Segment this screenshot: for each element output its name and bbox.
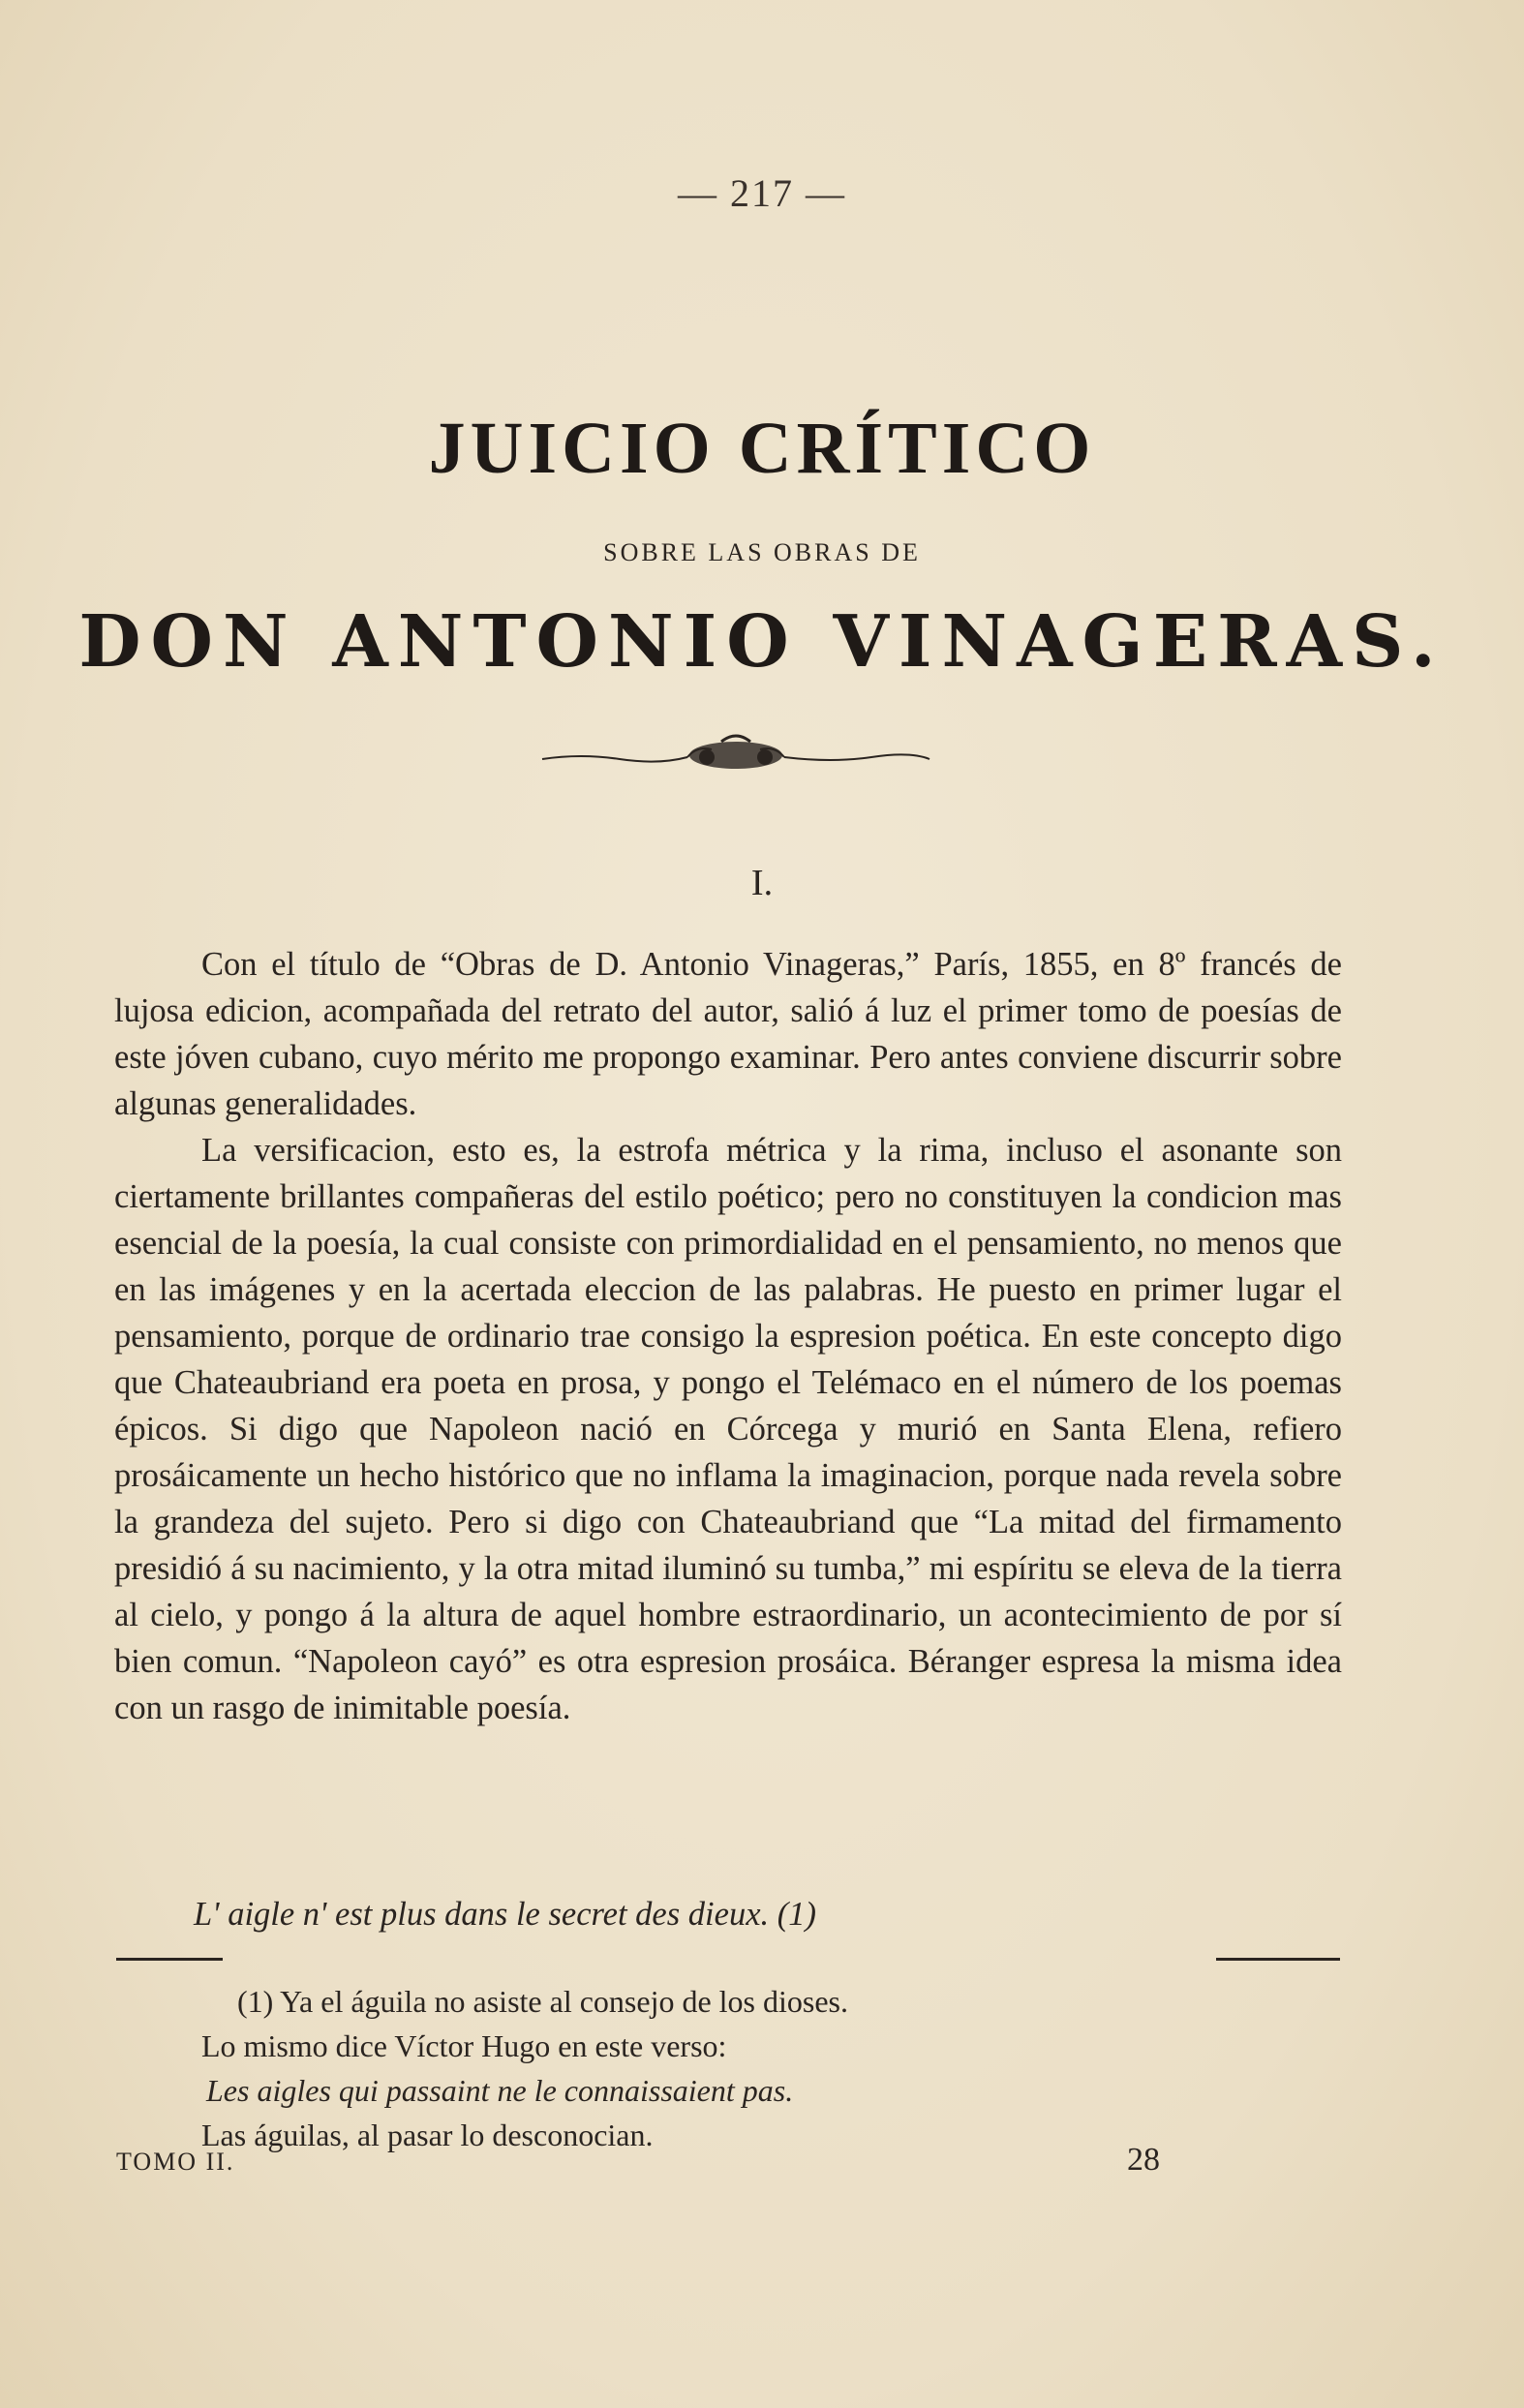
footnote-line: Las águilas, al pasar lo desconocian. (201, 2118, 654, 2152)
ornament-flourish (523, 728, 949, 786)
paragraph-1: Con el título de “Obras de D. Antonio Vinageras,” París, 1855, en 8º francés de lujosa edicion, acompañada del retrato del autor, salió á luz el primer tomo de poesías de este jóven cubano, cuyo mérito me propongo examinar. Pero antes conviene discurrir sobre algunas generalidades. (114, 946, 1342, 1122)
footnote-line: (1) Ya el águila no asiste al consejo de los dioses. (237, 1984, 848, 2019)
paragraph-2: La versificacion, esto es, la estrofa métrica y la rima, incluso el asonante son ciertamente brillantes compañeras del estilo poético; pero no constituyen la condicion mas esencial de la poesía, la cual consiste con primordialidad en el pensamiento, no menos que en las imágenes y en la acertada eleccion de las palabras. He puesto en primer lugar el pensamiento, porque de ordinario trae consigo la espresion poética. En este concepto digo que Chateaubriand era poeta en prosa, y pongo el Telémaco en el número de los poemas épicos. Si digo que Napoleon nació en Córcega y murió en Santa Elena, refiero prosáicamente un hecho histórico que no inflama la imaginacion, porque nada revela sobre la grandeza del sujeto. Pero si digo con Chateaubriand que “La mitad del firmamento presidió á su nacimiento, y la otra mitad iluminó su tumba,” mi espíritu se eleva de la tierra al cielo, y pongo á la altura de aquel hombre estraordinario, un acontecimiento de por sí bien comun. “Napoleon cayó” es otra espresion prosáica. Béranger espresa la misma idea con un rasgo de inimitable poesía. (114, 1132, 1342, 1726)
page-number: — 217 — (678, 171, 846, 215)
volume-signature: TOMO II. (116, 2148, 235, 2176)
footnote-rule-left (116, 1958, 223, 1961)
author-name: DON ANTONIO VINAGERAS. (78, 600, 1446, 684)
section-numeral: I. (750, 863, 774, 903)
footnote (114, 1979, 1342, 2157)
footnote-line: Lo mismo dice Víctor Hugo en este verso: (201, 2028, 727, 2063)
footnote-rule-right (1216, 1958, 1340, 1961)
subtitle: SOBRE LAS OBRAS DE (603, 538, 921, 566)
footnote-line: Les aigles qui passaint ne le connaissaient pas. (206, 2073, 794, 2108)
page-title: JUICIO CRÍTICO (428, 408, 1096, 489)
body-text (114, 941, 1342, 1731)
french-quote: L' aigle n' est plus dans le secret des dieux. (1) (194, 1896, 816, 1933)
sheet-number: 28 (1127, 2142, 1160, 2178)
